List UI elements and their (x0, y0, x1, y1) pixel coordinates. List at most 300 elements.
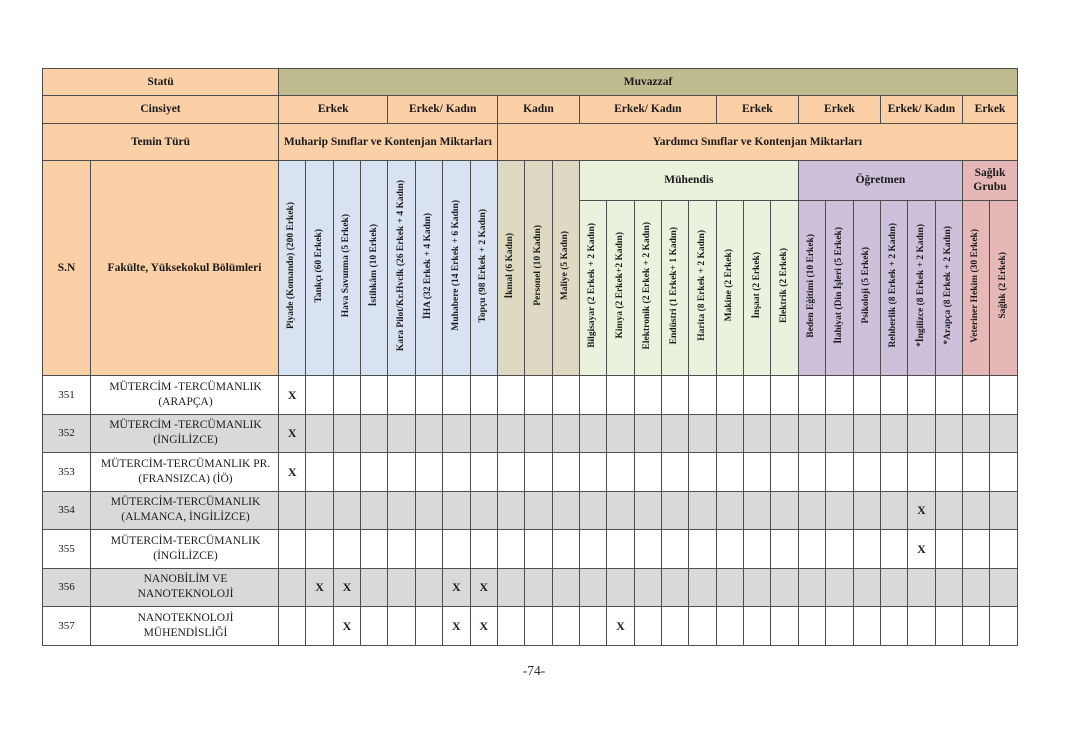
mark-cell (497, 453, 524, 492)
mark-cell (963, 607, 990, 646)
rotated-column-label: Beden Eğitimi (10 Erkek) (806, 233, 817, 338)
sn-header: S.N (43, 161, 91, 376)
mark-cell (470, 453, 497, 492)
rotated-column-label: Elektronik (2 Erkek + 2 Kadın) (642, 221, 653, 350)
table-row (43, 530, 1018, 569)
mark-cell (935, 491, 962, 530)
mark-cell (908, 414, 935, 453)
mark-cell (689, 607, 716, 646)
rotated-column-label: Kimya (2 Erkek+2 Kadın) (614, 232, 625, 339)
column-header-cell (880, 201, 907, 376)
mark-cell (525, 607, 552, 646)
column-header-cell (470, 161, 497, 376)
rotated-column-label: Maliye (5 Kadın) (560, 230, 571, 301)
mark-cell (771, 530, 798, 569)
column-header-cell (552, 161, 579, 376)
mark-cell (716, 376, 743, 415)
table-row (43, 607, 1018, 646)
rotated-column-label: Bilgisayar (2 Erkek + 2 Kadın) (587, 223, 598, 348)
mark-cell (798, 568, 825, 607)
mark-cell (470, 530, 497, 569)
rotated-column-label: Personel (10 Kadın) (532, 225, 543, 306)
x-mark: X (287, 387, 297, 402)
mark-cell (415, 491, 442, 530)
gender-cell: Erkek (279, 96, 388, 124)
mark-cell (579, 376, 606, 415)
mark-cell (497, 607, 524, 646)
mark-cell (607, 376, 634, 415)
mark-cell (662, 453, 689, 492)
row-number-cell: 353 (43, 453, 91, 492)
mark-cell (552, 376, 579, 415)
x-mark: X (287, 426, 297, 441)
cinsiyet-label: Cinsiyet (43, 96, 279, 124)
mark-cell (798, 376, 825, 415)
column-header-cell (689, 201, 716, 376)
mark-cell (880, 568, 907, 607)
header-row-temin (43, 124, 1018, 161)
mark-cell (552, 568, 579, 607)
mark-cell (333, 376, 360, 415)
mark-cell (579, 607, 606, 646)
column-header-cell (415, 161, 442, 376)
mark-cell (908, 491, 935, 530)
mark-cell (689, 530, 716, 569)
mark-cell (306, 453, 333, 492)
mark-cell (388, 568, 415, 607)
mark-cell (333, 568, 360, 607)
column-header-cell (634, 201, 661, 376)
gender-cell: Erkek/ Kadın (388, 96, 497, 124)
mark-cell (415, 568, 442, 607)
mark-cell (798, 530, 825, 569)
mark-cell (662, 491, 689, 530)
mark-cell (579, 491, 606, 530)
column-header-cell (361, 161, 388, 376)
mark-cell (689, 453, 716, 492)
statu-value: Muvazzaf (279, 69, 1018, 96)
mark-cell (470, 414, 497, 453)
mark-cell (634, 376, 661, 415)
mark-cell (880, 376, 907, 415)
mark-cell (333, 414, 360, 453)
rotated-column-label: Sağlık (2 Erkek) (997, 252, 1008, 319)
rotated-column-label: *İngilizce (8 Erkek + 2 Kadın) (915, 224, 926, 347)
rotated-column-label: Veteriner Hekim (30 Erkek) (970, 228, 981, 343)
rotated-column-label: Psikoloji (5 Erkek) (860, 247, 871, 324)
mark-cell (579, 568, 606, 607)
page-number: -74- (522, 663, 546, 678)
row-number-cell: 354 (43, 491, 91, 530)
mark-cell (935, 607, 962, 646)
header-row-cinsiyet (43, 96, 1018, 124)
mark-cell (853, 607, 880, 646)
mark-cell (579, 414, 606, 453)
mark-cell (607, 530, 634, 569)
mark-cell (744, 453, 771, 492)
mark-cell (716, 568, 743, 607)
mark-cell (908, 607, 935, 646)
mark-cell (771, 491, 798, 530)
gender-cell: Erkek/ Kadın (880, 96, 962, 124)
mark-cell (634, 530, 661, 569)
temin-label: Temin Türü (43, 124, 279, 161)
mark-cell (607, 414, 634, 453)
mark-cell (279, 568, 306, 607)
group-header-cell: Öğretmen (798, 161, 962, 201)
row-number-cell: 352 (43, 414, 91, 453)
table-row (43, 568, 1018, 607)
mark-cell (935, 414, 962, 453)
mark-cell (552, 491, 579, 530)
mark-cell (990, 530, 1018, 569)
mark-cell (634, 414, 661, 453)
column-header-cell (771, 201, 798, 376)
x-mark: X (342, 618, 352, 633)
mark-cell (361, 414, 388, 453)
mark-cell (525, 491, 552, 530)
rotated-column-label: Tankçı (60 Erkek) (313, 228, 324, 303)
mark-cell (963, 568, 990, 607)
mark-cell (771, 453, 798, 492)
mark-cell (744, 414, 771, 453)
mark-cell (497, 414, 524, 453)
mark-cell (880, 414, 907, 453)
mark-cell (552, 414, 579, 453)
column-header-cell (579, 201, 606, 376)
mark-cell (634, 491, 661, 530)
mark-cell (990, 607, 1018, 646)
mark-cell (634, 607, 661, 646)
mark-cell (990, 568, 1018, 607)
rotated-column-label: İHA (32 Erkek + 4 Kadın) (423, 212, 434, 319)
mark-cell (361, 530, 388, 569)
mark-cell (689, 568, 716, 607)
gender-cell: Kadın (497, 96, 579, 124)
mark-cell (908, 376, 935, 415)
mark-cell (443, 568, 470, 607)
mark-cell (607, 453, 634, 492)
mark-cell (443, 491, 470, 530)
mark-cell (963, 453, 990, 492)
column-header-cell (744, 201, 771, 376)
mark-cell (853, 568, 880, 607)
row-number-cell: 357 (43, 607, 91, 646)
mark-cell (388, 453, 415, 492)
mark-cell (826, 491, 853, 530)
mark-cell (497, 568, 524, 607)
table-row (43, 453, 1018, 492)
mark-cell (853, 414, 880, 453)
column-header-cell (798, 201, 825, 376)
mark-cell (908, 530, 935, 569)
mark-cell (662, 376, 689, 415)
mark-cell (470, 568, 497, 607)
header-row-groups (43, 161, 1018, 201)
rotated-column-label: Kara Pilot/Kr.Hvclk (26 Erkek + 4 Kadın) (395, 179, 406, 352)
quota-table (42, 68, 1018, 646)
rotated-column-label: İnşaat (2 Erkek) (751, 252, 762, 319)
department-name-cell: NANOBİLİM VE NANOTEKNOLOJİ (91, 568, 279, 607)
mark-cell (333, 607, 360, 646)
mark-cell (361, 376, 388, 415)
table-row (43, 491, 1018, 530)
mark-cell (361, 607, 388, 646)
mark-cell (415, 376, 442, 415)
column-header-cell (607, 201, 634, 376)
mark-cell (579, 453, 606, 492)
rotated-column-label: Muhabere (14 Erkek + 6 Kadın) (450, 200, 461, 331)
mark-cell (443, 530, 470, 569)
mark-cell (826, 530, 853, 569)
mark-cell (388, 607, 415, 646)
mark-cell (279, 453, 306, 492)
mark-cell (716, 491, 743, 530)
mark-cell (443, 414, 470, 453)
mark-cell (607, 568, 634, 607)
column-header-cell (279, 161, 306, 376)
row-number-cell: 351 (43, 376, 91, 415)
rotated-column-label: Rehberlik (8 Erkek + 2 Kadın) (888, 223, 899, 348)
column-header-cell (935, 201, 962, 376)
mark-cell (963, 491, 990, 530)
mark-cell (826, 453, 853, 492)
mark-cell (470, 376, 497, 415)
mark-cell (990, 376, 1018, 415)
mark-cell (388, 376, 415, 415)
mark-cell (443, 376, 470, 415)
mark-cell (798, 453, 825, 492)
mark-cell (361, 568, 388, 607)
mark-cell (470, 491, 497, 530)
gender-cell: Erkek (963, 96, 1018, 124)
column-header-cell (306, 161, 333, 376)
x-mark: X (917, 503, 926, 518)
mark-cell (415, 607, 442, 646)
mark-cell (470, 607, 497, 646)
x-mark: X (315, 580, 324, 595)
mark-cell (306, 530, 333, 569)
mark-cell (306, 607, 333, 646)
mark-cell (388, 491, 415, 530)
class-section-cell: Yardımcı Sınıflar ve Kontenjan Miktarları (497, 124, 1017, 161)
rotated-column-label: Elektrik (2 Erkek) (778, 248, 789, 323)
mark-cell (552, 607, 579, 646)
mark-cell (333, 491, 360, 530)
mark-cell (662, 530, 689, 569)
column-header-cell (497, 161, 524, 376)
mark-cell (689, 414, 716, 453)
mark-cell (662, 607, 689, 646)
rotated-column-label: Topçu (98 Erkek + 2 Kadın) (477, 208, 488, 323)
mark-cell (279, 491, 306, 530)
mark-cell (306, 491, 333, 530)
class-section-cell: Muharip Sınıflar ve Kontenjan Miktarları (279, 124, 498, 161)
mark-cell (689, 491, 716, 530)
mark-cell (662, 414, 689, 453)
column-header-cell (333, 161, 360, 376)
mark-cell (853, 376, 880, 415)
mark-cell (361, 491, 388, 530)
column-header-cell (443, 161, 470, 376)
mark-cell (443, 453, 470, 492)
department-name-cell: MÜTERCİM -TERCÜMANLIK (ARAPÇA) (91, 376, 279, 415)
mark-cell (771, 568, 798, 607)
mark-cell (880, 453, 907, 492)
gender-cell: Erkek/ Kadın (579, 96, 716, 124)
mark-cell (880, 530, 907, 569)
mark-cell (306, 568, 333, 607)
mark-cell (634, 568, 661, 607)
mark-cell (990, 491, 1018, 530)
mark-cell (333, 530, 360, 569)
mark-cell (963, 376, 990, 415)
mark-cell (415, 453, 442, 492)
column-header-cell (525, 161, 552, 376)
column-header-cell (388, 161, 415, 376)
mark-cell (552, 453, 579, 492)
mark-cell (525, 568, 552, 607)
mark-cell (388, 414, 415, 453)
mark-cell (908, 568, 935, 607)
rotated-column-label: Hava Savunma (5 Erkek) (341, 213, 352, 318)
row-number-cell: 356 (43, 568, 91, 607)
mark-cell (771, 414, 798, 453)
mark-cell (279, 376, 306, 415)
mark-cell (744, 491, 771, 530)
mark-cell (963, 530, 990, 569)
mark-cell (798, 491, 825, 530)
mark-cell (880, 607, 907, 646)
x-mark: X (452, 618, 461, 633)
mark-cell (415, 530, 442, 569)
x-mark: X (616, 618, 625, 633)
column-header-cell (716, 201, 743, 376)
mark-cell (990, 453, 1018, 492)
mark-cell (579, 530, 606, 569)
x-mark: X (287, 464, 297, 479)
mark-cell (853, 491, 880, 530)
mark-cell (744, 568, 771, 607)
mark-cell (744, 376, 771, 415)
department-name-cell: MÜTERCİM-TERCÜMANLIK (İNGİLİZCE) (91, 530, 279, 569)
mark-cell (990, 414, 1018, 453)
department-name-cell: MÜTERCİM -TERCÜMANLIK (İNGİLİZCE) (91, 414, 279, 453)
mark-cell (880, 491, 907, 530)
column-header-cell (662, 201, 689, 376)
rotated-column-label: Piyade (Komando) (200 Erkek) (286, 202, 297, 329)
mark-cell (279, 530, 306, 569)
mark-cell (525, 376, 552, 415)
mark-cell (607, 491, 634, 530)
mark-cell (798, 607, 825, 646)
mark-cell (388, 530, 415, 569)
group-header-cell: Mühendis (579, 161, 798, 201)
row-number-cell: 355 (43, 530, 91, 569)
mark-cell (853, 530, 880, 569)
mark-cell (361, 453, 388, 492)
mark-cell (306, 376, 333, 415)
mark-cell (552, 530, 579, 569)
mark-cell (744, 607, 771, 646)
table-row (43, 376, 1018, 415)
faculty-header: Fakülte, Yüksekokul Bölümleri (91, 161, 279, 376)
mark-cell (634, 453, 661, 492)
mark-cell (306, 414, 333, 453)
mark-cell (689, 376, 716, 415)
statu-label: Statü (43, 69, 279, 96)
mark-cell (826, 568, 853, 607)
mark-cell (935, 376, 962, 415)
mark-cell (497, 530, 524, 569)
x-mark: X (917, 541, 926, 556)
mark-cell (744, 530, 771, 569)
mark-cell (279, 607, 306, 646)
group-header-cell: Sağlık Grubu (963, 161, 1018, 201)
column-header-cell (826, 201, 853, 376)
mark-cell (771, 376, 798, 415)
mark-cell (279, 414, 306, 453)
mark-cell (798, 414, 825, 453)
column-header-cell (963, 201, 990, 376)
mark-cell (826, 414, 853, 453)
column-header-cell (908, 201, 935, 376)
mark-cell (443, 607, 470, 646)
mark-cell (333, 453, 360, 492)
column-header-cell (853, 201, 880, 376)
x-mark: X (452, 580, 461, 595)
table-row (43, 414, 1018, 453)
mark-cell (716, 414, 743, 453)
department-name-cell: MÜTERCİM-TERCÜMANLIK (ALMANCA, İNGİLİZCE) (91, 491, 279, 530)
header-row-statu (43, 69, 1018, 96)
mark-cell (935, 530, 962, 569)
x-mark: X (342, 580, 352, 595)
rotated-column-label: İlahiyat (Din İşleri (5 Erkek) (833, 227, 844, 344)
department-name-cell: MÜTERCİM-TERCÜMANLIK PR. (FRANSIZCA) (İÖ) (91, 453, 279, 492)
rotated-column-label: Endüstri (1 Erkek+ 1 Kadın) (669, 226, 680, 345)
department-name-cell: NANOTEKNOLOJİ MÜHENDİSLİĞİ (91, 607, 279, 646)
mark-cell (771, 607, 798, 646)
rotated-column-label: Makine (2 Erkek) (724, 249, 735, 322)
mark-cell (935, 453, 962, 492)
mark-cell (826, 607, 853, 646)
mark-cell (716, 530, 743, 569)
mark-cell (415, 414, 442, 453)
mark-cell (525, 453, 552, 492)
rotated-column-label: İkmal (6 Kadın) (505, 232, 516, 299)
rotated-column-label: İstihkâm (10 Erkek) (368, 224, 379, 307)
mark-cell (525, 530, 552, 569)
mark-cell (497, 376, 524, 415)
mark-cell (963, 414, 990, 453)
gender-cell: Erkek (716, 96, 798, 124)
mark-cell (826, 376, 853, 415)
mark-cell (853, 453, 880, 492)
mark-cell (607, 607, 634, 646)
rotated-column-label: *Arapça (8 Erkek + 2 Kadın) (943, 226, 954, 345)
mark-cell (908, 453, 935, 492)
mark-cell (935, 568, 962, 607)
mark-cell (716, 453, 743, 492)
mark-cell (662, 568, 689, 607)
x-mark: X (479, 580, 489, 595)
gender-cell: Erkek (798, 96, 880, 124)
mark-cell (525, 414, 552, 453)
mark-cell (497, 491, 524, 530)
rotated-column-label: Harita (8 Erkek + 2 Kadın) (696, 230, 707, 341)
mark-cell (716, 607, 743, 646)
